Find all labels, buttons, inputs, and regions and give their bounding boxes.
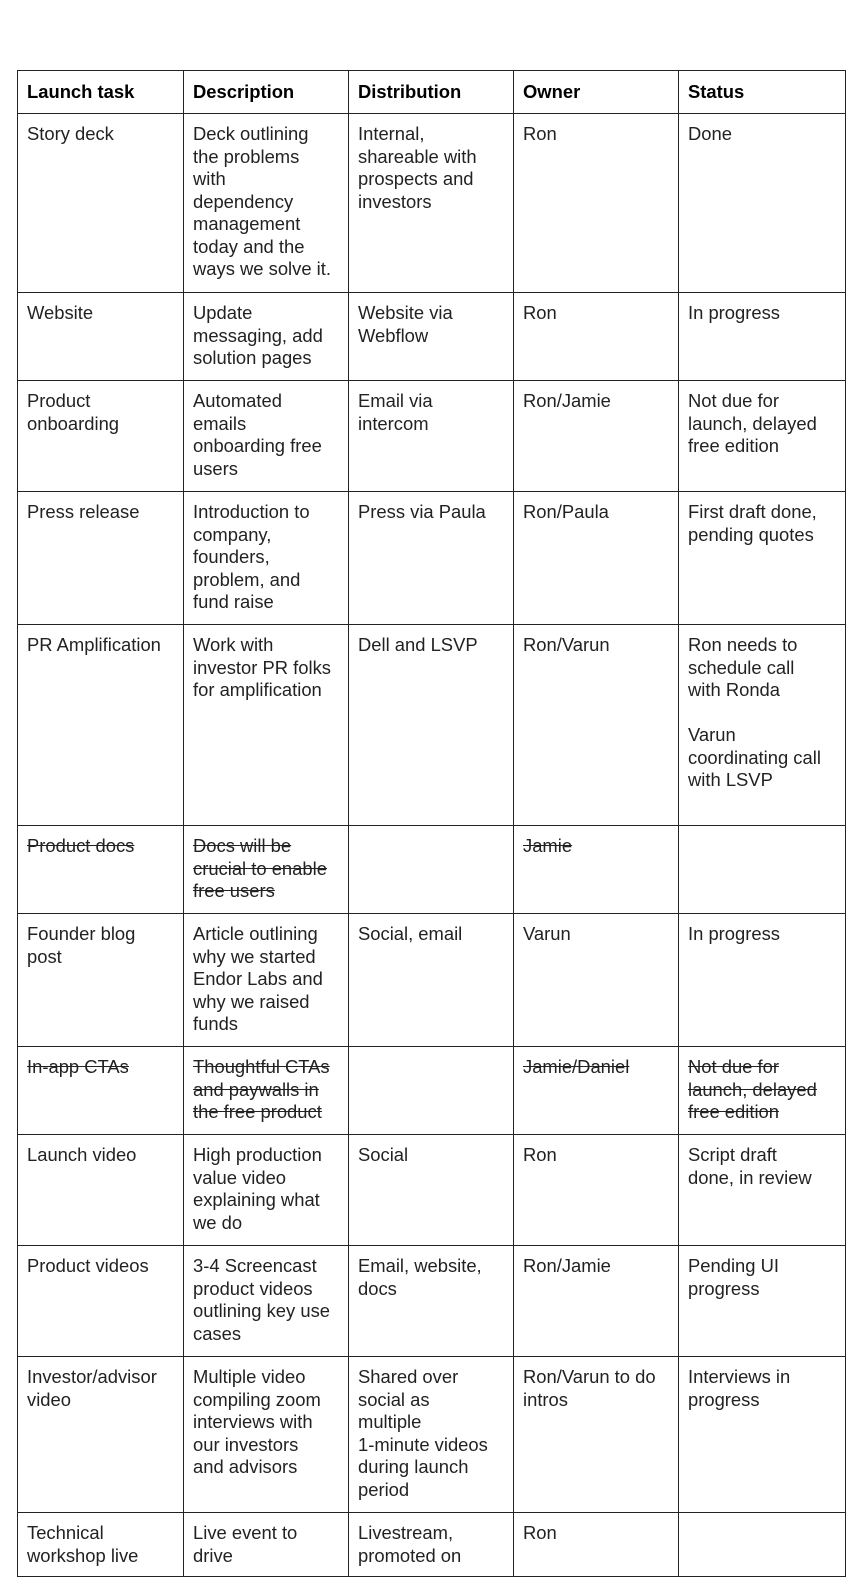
- table-row: [18, 381, 846, 492]
- cell-status: [679, 492, 846, 625]
- cell-text-line: pending quotes: [688, 523, 814, 545]
- cell-owner: [514, 1357, 679, 1513]
- cell-text-line: ways we solve it.: [193, 258, 331, 279]
- cell-text-line: Introduction to: [193, 501, 310, 522]
- cell-owner: [514, 1047, 679, 1135]
- cell-launch-task: [18, 1357, 184, 1513]
- cell-owner: [514, 492, 679, 625]
- cell-text-line: shareable with: [358, 145, 477, 167]
- cell-text-line: post: [27, 945, 62, 967]
- cell-description: [184, 1047, 349, 1135]
- cell-description: [184, 625, 349, 826]
- cell-text-line: Social: [358, 1144, 409, 1165]
- table-row: [18, 1047, 846, 1135]
- cell-text-line: workshop live: [27, 1544, 139, 1566]
- cell-text-line: management: [193, 213, 301, 234]
- cell-text-line: Press via Paula: [358, 501, 486, 522]
- header-row: [18, 71, 846, 114]
- table-row: [18, 1513, 846, 1577]
- cell-distribution: [349, 826, 514, 914]
- cell-text-line: intercom: [358, 412, 429, 434]
- cell-text-line: for amplification: [193, 679, 322, 700]
- cell-distribution: [349, 1357, 514, 1513]
- cell-description: [184, 381, 349, 492]
- cell-text-line: Ron: [523, 1522, 557, 1543]
- cell-distribution: [349, 492, 514, 625]
- cell-text-line: messaging, add: [193, 324, 323, 346]
- cell-text-line: Interviews in: [688, 1366, 791, 1387]
- cell-text-line: Product docs: [27, 835, 135, 856]
- cell-owner: [514, 1135, 679, 1246]
- cell-text-line: Shared over: [358, 1366, 459, 1387]
- cell-description: [184, 114, 349, 293]
- table-row: [18, 914, 846, 1047]
- cell-text-line: free users: [193, 880, 275, 901]
- cell-text-line: fund raise: [193, 591, 274, 612]
- cell-launch-task: [18, 492, 184, 625]
- cell-text-line: value video: [193, 1166, 287, 1188]
- cell-text-line: Article outlining: [193, 923, 318, 944]
- cell-text-line: the free product: [193, 1101, 322, 1122]
- cell-text-line: Varun: [688, 724, 736, 745]
- cell-text-line: with Ronda: [688, 679, 781, 700]
- cell-description: [184, 293, 349, 381]
- cell-owner: [514, 1513, 679, 1577]
- cell-status: [679, 1357, 846, 1513]
- cell-text-line: 1-minute videos: [358, 1433, 488, 1455]
- header-distribution: Distribution: [349, 71, 514, 114]
- cell-text-line: Launch video: [27, 1144, 137, 1165]
- cell-text-line: promoted on: [358, 1544, 462, 1566]
- cell-text-line: Pending UI: [688, 1255, 779, 1276]
- cell-owner: [514, 114, 679, 293]
- cell-text-line: emails: [193, 412, 247, 434]
- cell-text-line: prospects and: [358, 168, 474, 189]
- cell-text-line: social as: [358, 1388, 430, 1410]
- cell-text-line: Ron: [523, 302, 557, 323]
- cell-distribution: [349, 1513, 514, 1577]
- cell-text-line: onboarding: [27, 412, 120, 434]
- cell-text-line: our investors: [193, 1433, 299, 1455]
- table-row: [18, 1246, 846, 1357]
- cell-text-line: Deck outlining: [193, 123, 309, 144]
- launch-plan-table: [17, 70, 846, 1577]
- cell-launch-task: [18, 914, 184, 1047]
- cell-text-line: High production: [193, 1144, 322, 1165]
- cell-text-line: Work with: [193, 634, 274, 655]
- cell-text-line: period: [358, 1478, 410, 1500]
- cell-text-line: Not due for: [688, 1056, 779, 1077]
- cell-text-line: Website: [27, 302, 94, 323]
- cell-text-line: Thoughtful CTAs: [193, 1056, 330, 1077]
- cell-text-line: Ron/Jamie: [523, 390, 611, 411]
- cell-text-line: progress: [688, 1388, 760, 1410]
- cell-launch-task: [18, 1135, 184, 1246]
- cell-text-line: Script draft: [688, 1144, 777, 1165]
- cell-text-line: Product videos: [27, 1255, 149, 1276]
- cell-text-line: during launch: [358, 1456, 469, 1477]
- cell-text-line: Ron needs to: [688, 634, 798, 655]
- cell-launch-task: [18, 293, 184, 381]
- cell-status: [679, 293, 846, 381]
- cell-owner: [514, 914, 679, 1047]
- cell-launch-task: [18, 114, 184, 293]
- cell-text-line: problem, and: [193, 568, 301, 590]
- cell-text-line: product videos: [193, 1277, 313, 1299]
- cell-text-line: company,: [193, 523, 272, 545]
- cell-text-line: onboarding free: [193, 435, 322, 456]
- cell-status: [679, 625, 846, 826]
- cell-status: [679, 114, 846, 293]
- cell-text-line: progress: [688, 1277, 760, 1299]
- cell-distribution: [349, 1135, 514, 1246]
- table-row: [18, 826, 846, 914]
- cell-text-line: Jamie: [523, 835, 573, 856]
- cell-launch-task: [18, 381, 184, 492]
- cell-text-line: users: [193, 457, 238, 479]
- cell-text-line: dependency: [193, 190, 294, 212]
- cell-launch-task: [18, 1513, 184, 1577]
- cell-text-line: Social, email: [358, 923, 463, 944]
- cell-text-line: Update: [193, 302, 253, 323]
- cell-text-line: Ron/Jamie: [523, 1255, 611, 1276]
- cell-text-line: why we raised: [193, 990, 310, 1012]
- cell-status: [679, 914, 846, 1047]
- cell-text-line: Dell and LSVP: [358, 634, 478, 655]
- header-owner: Owner: [514, 71, 679, 114]
- cell-description: [184, 826, 349, 914]
- cell-text-line: today and the: [193, 235, 305, 257]
- cell-owner: [514, 293, 679, 381]
- table-body: [18, 114, 846, 1577]
- cell-text-line: launch, delayed: [688, 412, 817, 434]
- cell-text-line: In-app CTAs: [27, 1056, 129, 1077]
- cell-launch-task: [18, 625, 184, 826]
- cell-launch-task: [18, 1047, 184, 1135]
- cell-text-line: Ron/Varun: [523, 634, 610, 655]
- table-row: [18, 114, 846, 293]
- cell-status: [679, 1246, 846, 1357]
- cell-text-line: Not due for: [688, 390, 779, 411]
- cell-text-line: and advisors: [193, 1456, 298, 1477]
- cell-text-line: free edition: [688, 435, 779, 456]
- cell-distribution: [349, 114, 514, 293]
- cell-text-line: Ron/Paula: [523, 501, 609, 522]
- cell-text-line: why we started: [193, 945, 316, 967]
- cell-text-line: Technical: [27, 1522, 104, 1543]
- cell-text-line: docs: [358, 1277, 397, 1299]
- cell-description: [184, 1246, 349, 1357]
- cell-text-line: Internal,: [358, 123, 425, 144]
- cell-description: [184, 1513, 349, 1577]
- cell-text-line: interviews with: [193, 1411, 313, 1432]
- cell-text-line: explaining what: [193, 1189, 320, 1210]
- header-launch-task: Launch task: [18, 71, 184, 114]
- table-row: [18, 293, 846, 381]
- cell-text-line: Docs will be: [193, 835, 292, 856]
- cell-text-line: we do: [193, 1211, 243, 1233]
- cell-text-line: crucial to enable: [193, 857, 327, 879]
- header-status: Status: [679, 71, 846, 114]
- cell-description: [184, 492, 349, 625]
- cell-text-line: done, in review: [688, 1166, 812, 1188]
- cell-text-line: Livestream,: [358, 1522, 454, 1543]
- cell-text-line: Varun: [523, 923, 571, 944]
- table-row: [18, 1357, 846, 1513]
- cell-distribution: [349, 625, 514, 826]
- cell-text-line: video: [27, 1388, 71, 1410]
- cell-text-line: solution pages: [193, 347, 312, 368]
- table-row: [18, 1135, 846, 1246]
- cell-distribution: [349, 1246, 514, 1357]
- cell-text-line: outlining key use: [193, 1300, 330, 1321]
- cell-text-line: coordinating call: [688, 746, 821, 768]
- cell-description: [184, 1135, 349, 1246]
- cell-text-line: In progress: [688, 302, 780, 323]
- cell-text-line: 3-4 Screencast: [193, 1255, 317, 1276]
- cell-text-line: intros: [523, 1388, 568, 1410]
- cell-text-line: Endor Labs and: [193, 968, 323, 989]
- cell-text-line: cases: [193, 1322, 242, 1344]
- cell-text-line: PR Amplification: [27, 634, 161, 655]
- cell-text-line: Ron: [523, 1144, 557, 1165]
- cell-text-line: investors: [358, 190, 432, 212]
- cell-text-line: Investor/advisor: [27, 1366, 157, 1387]
- cell-text-line: with LSVP: [688, 769, 773, 790]
- cell-launch-task: [18, 1246, 184, 1357]
- paragraph-gap: [688, 702, 837, 725]
- cell-text-line: and paywalls in: [193, 1078, 319, 1100]
- cell-text-line: founders,: [193, 546, 270, 567]
- cell-text-line: drive: [193, 1544, 233, 1566]
- cell-owner: [514, 625, 679, 826]
- cell-text-line: with: [193, 168, 226, 189]
- cell-text-line: compiling zoom: [193, 1388, 321, 1410]
- cell-owner: [514, 381, 679, 492]
- cell-text-line: In progress: [688, 923, 780, 944]
- cell-status: [679, 381, 846, 492]
- header-description: Description: [184, 71, 349, 114]
- cell-text-line: Press release: [27, 501, 140, 522]
- cell-text-line: multiple: [358, 1411, 422, 1432]
- cell-text-line: the problems: [193, 145, 300, 167]
- cell-text-line: Email via: [358, 390, 433, 411]
- cell-text-line: investor PR folks: [193, 656, 331, 678]
- cell-text-line: Story deck: [27, 123, 114, 144]
- cell-status: [679, 826, 846, 914]
- cell-status: [679, 1047, 846, 1135]
- cell-text-line: Automated: [193, 390, 282, 411]
- cell-distribution: [349, 293, 514, 381]
- table-row: [18, 492, 846, 625]
- cell-text-line: free edition: [688, 1101, 779, 1122]
- cell-text-line: First draft done,: [688, 501, 817, 522]
- cell-text-line: Webflow: [358, 324, 429, 346]
- cell-text-line: schedule call: [688, 656, 795, 678]
- cell-text-line: Done: [688, 123, 732, 144]
- cell-status: [679, 1513, 846, 1577]
- table-row: [18, 625, 846, 826]
- cell-distribution: [349, 381, 514, 492]
- launch-plan-table-container: [17, 70, 846, 1577]
- cell-status: [679, 1135, 846, 1246]
- cell-text-line: Live event to: [193, 1522, 298, 1543]
- cell-text-line: Founder blog: [27, 923, 136, 944]
- cell-launch-task: [18, 826, 184, 914]
- cell-text-line: Product: [27, 390, 91, 411]
- cell-text-line: Website via: [358, 302, 453, 323]
- cell-owner: [514, 1246, 679, 1357]
- cell-distribution: [349, 914, 514, 1047]
- cell-text-line: Email, website,: [358, 1255, 482, 1276]
- cell-text-line: Ron/Varun to do: [523, 1366, 656, 1387]
- cell-text-line: launch, delayed: [688, 1078, 817, 1100]
- cell-distribution: [349, 1047, 514, 1135]
- cell-text-line: Jamie/Daniel: [523, 1056, 630, 1077]
- cell-description: [184, 1357, 349, 1513]
- cell-text-line: Ron: [523, 123, 557, 144]
- cell-description: [184, 914, 349, 1047]
- cell-owner: [514, 826, 679, 914]
- cell-text-line: Multiple video: [193, 1366, 306, 1387]
- cell-text-line: funds: [193, 1013, 238, 1034]
